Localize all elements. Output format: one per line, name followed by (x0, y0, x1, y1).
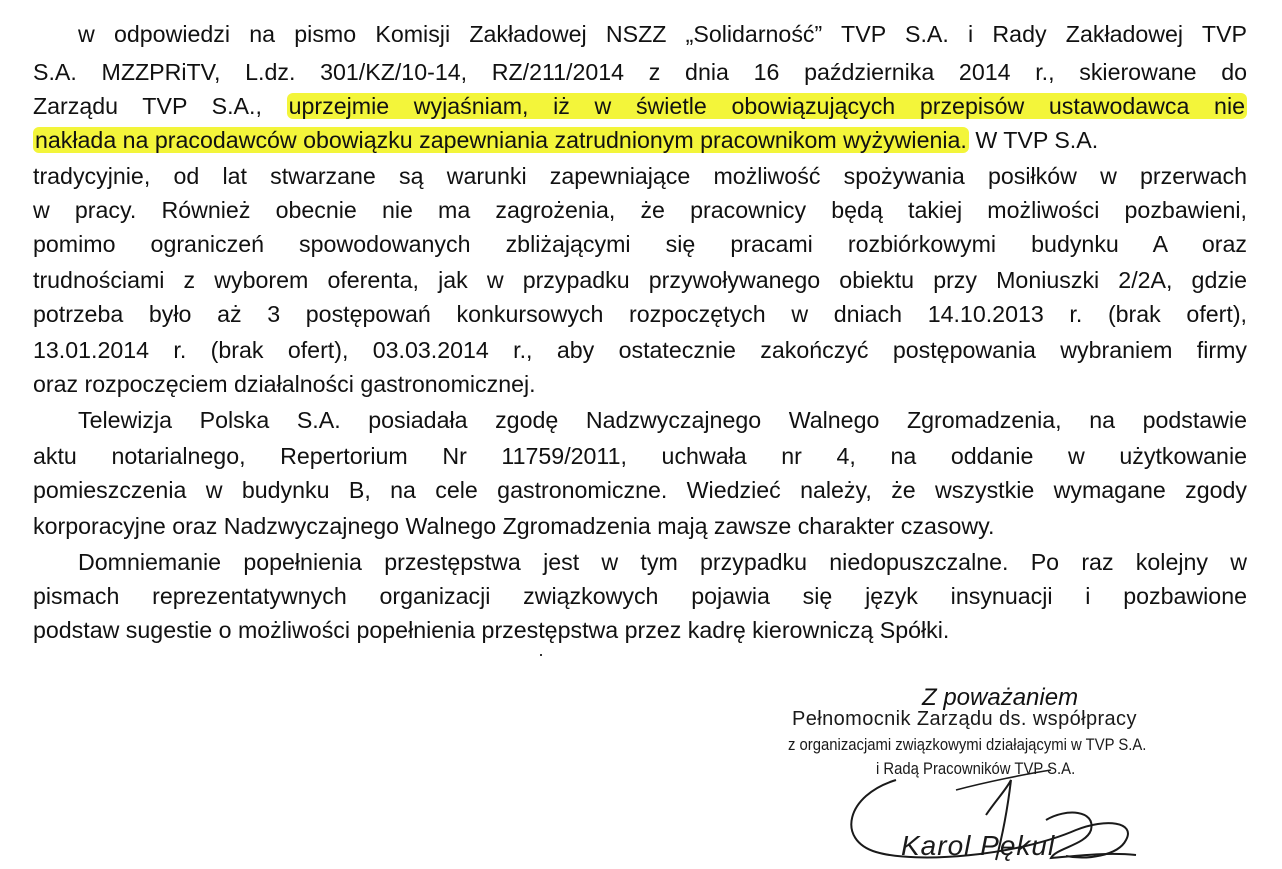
paragraph-2-line-1: Telewizja Polska S.A. posiadała zgodę Nadzwyczajnego Walnego Zgromadzenia, na podstawie (78, 407, 1247, 433)
stamp-line-3: i Radą Pracowników TVP S.A. (876, 760, 1076, 778)
stamp-line-2: z organizacjami związkowymi działającymi w TVP S.A. (788, 736, 1147, 754)
line-text: W TVP S.A. (975, 127, 1099, 153)
paragraph-1-line-11: oraz rozpoczęciem działalności gastronomicznej. (33, 371, 536, 397)
paragraph-3-line-3: podstaw sugestie o możliwości popełnienia przestępstwa przez kadrę kierowniczą Spółki. (33, 617, 950, 643)
handwritten-signature (836, 760, 1156, 869)
paragraph-1-line-1 (33, 18, 1247, 50)
stamp-title: Pełnomocnik Zarządu ds. współpracy (792, 708, 1137, 730)
paragraph-2-line-4: korporacyjne oraz Nadzwyczajnego Walnego Zgromadzenia mają zawsze charakter czasowy. (33, 513, 995, 539)
paragraph-1-line-10: 13.01.2014 r. (brak ofert), 03.03.2014 r., aby ostatecznie zakończyć postępowania wybraniem firmy (33, 337, 1247, 363)
paragraph-3-line-2: pismach reprezentatywnych organizacji związkowych pojawia się język insynuacji i pozbawione (33, 583, 1247, 609)
paragraph-1-line-2: S.A. MZZPRiTV, L.dz. 301/KZ/10-14, RZ/211/2014 z dnia 16 października 2014 r., skierowane do (33, 59, 1247, 85)
line-text: w odpowiedzi na pismo Komisji Zakładowej NSZZ „Solidarność” TVP S.A. i Rady Zakładowej TVP (78, 21, 1247, 47)
line-text: Zarządu TVP S.A., (33, 93, 262, 119)
paragraph-1-line-3 (33, 90, 1247, 122)
paragraph-2-line-2: aktu notarialnego, Repertorium Nr 11759/2011, uchwała nr 4, na oddanie w użytkowanie (33, 443, 1247, 469)
paragraph-1-line-9: potrzeba było aż 3 postępowań konkursowych rozpoczętych w dniach 14.10.2013 r. (brak ofert), (33, 301, 1247, 327)
stray-dot (540, 654, 542, 656)
paragraph-1-line-4 (33, 124, 1247, 156)
closing-salutation: Z poważaniem (922, 684, 1079, 711)
paragraph-1-line-7: pomimo ograniczeń spowodowanych zbliżającymi się pracami rozbiórkowymi budynku A oraz (33, 231, 1247, 257)
paragraph-1-line-8: trudnościami z wyborem oferenta, jak w przypadku przywoływanego obiektu przy Moniuszki 2/2A, gdzie (33, 267, 1247, 293)
highlighted-text: uprzejmie wyjaśniam, iż w świetle obowiązujących przepisów ustawodawca nie (288, 93, 1246, 119)
paragraph-1-line-5: tradycyjnie, od lat stwarzane są warunki zapewniające możliwość spożywania posiłków w przerwach (33, 163, 1247, 189)
highlighted-text: nakłada na pracodawców obowiązku zapewniania zatrudnionym pracownikom wyżywienia. (35, 127, 967, 153)
paragraph-2-line-3: pomieszczenia w budynku B, na cele gastronomiczne. Wiedzieć należy, że wszystkie wymagane zgody (33, 477, 1247, 503)
paragraph-3-line-1: Domniemanie popełnienia przestępstwa jest w tym przypadku niedopuszczalne. Po raz kolejny w (78, 549, 1247, 575)
stamp-name: Karol Pękul (901, 830, 1056, 861)
paragraph-1-line-6: w pracy. Również obecnie nie ma zagrożenia, że pracownicy będą takiej możliwości pozbawieni, (33, 197, 1247, 223)
